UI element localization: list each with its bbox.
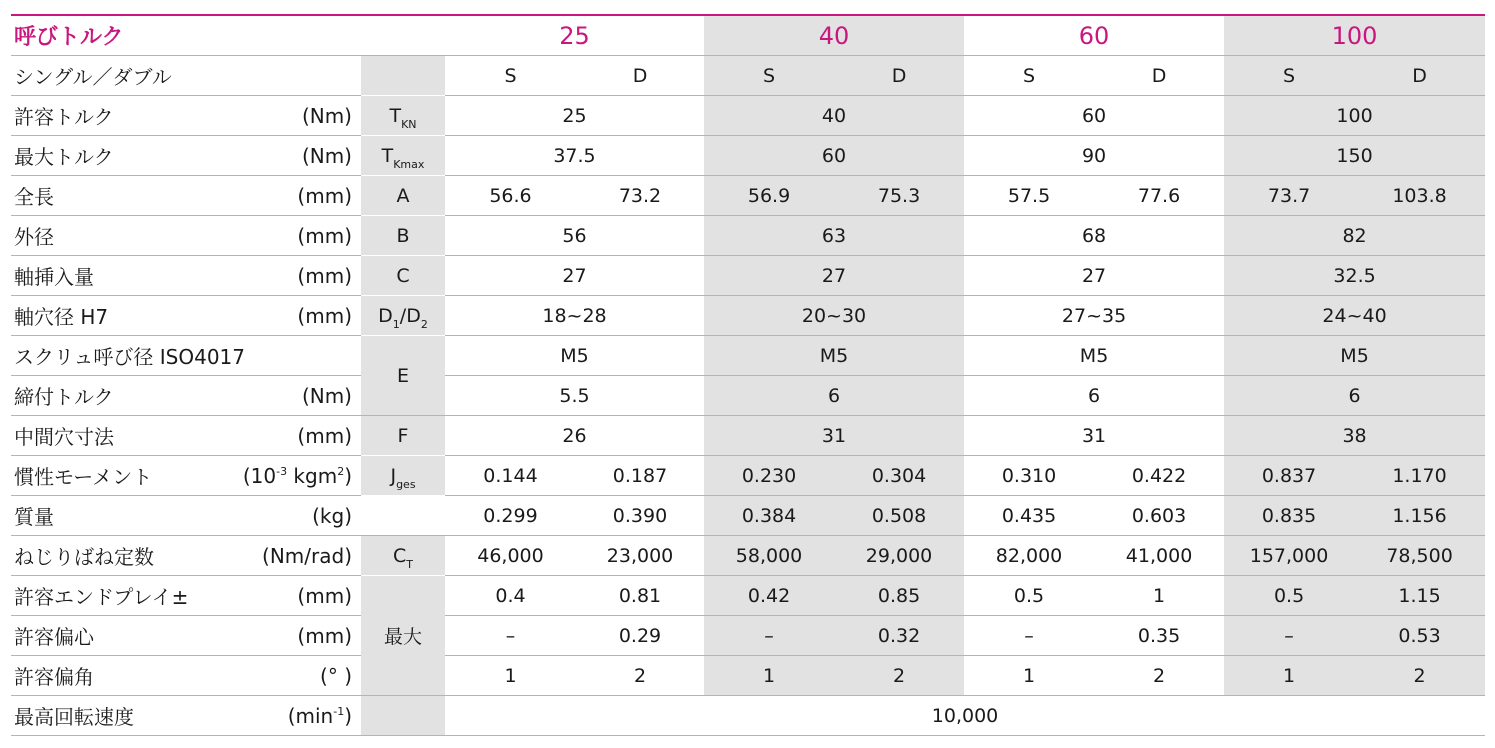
value-cell: 0.310	[964, 456, 1094, 496]
row-unit: (mm)	[241, 256, 361, 296]
unit-part: (min	[287, 703, 334, 728]
row-label: 質量	[11, 496, 241, 536]
row-label: 全長	[11, 176, 241, 216]
size-header-25: 25	[445, 15, 704, 56]
value-cell: 37.5	[445, 136, 704, 176]
value-cell: M5	[1224, 336, 1485, 376]
tightening-torque-row	[11, 376, 1485, 416]
overall-length-row	[11, 176, 1485, 216]
value-cell: 1	[445, 656, 576, 696]
value-cell: 27	[704, 256, 964, 296]
row-label: 最高回転速度	[11, 696, 241, 736]
value-cell: 0.422	[1094, 456, 1224, 496]
value-cell: 6	[1224, 376, 1485, 416]
symbol-main: J	[390, 464, 397, 487]
row-label: 許容エンドプレイ±	[11, 576, 241, 616]
value-cell: 1.170	[1354, 456, 1485, 496]
bore-diameter-row	[11, 296, 1485, 336]
value-cell: 1.156	[1354, 496, 1485, 536]
value-cell: 1	[1224, 656, 1354, 696]
value-cell: 1	[704, 656, 834, 696]
row-label: 慣性モーメント	[11, 456, 241, 496]
value-cell: 0.304	[834, 456, 964, 496]
row-symbol	[361, 96, 445, 136]
value-cell: 103.8	[1354, 176, 1485, 216]
value-cell: S	[964, 56, 1094, 96]
symbol-subscript: KN	[401, 117, 417, 131]
value-cell: 20~30	[704, 296, 964, 336]
value-cell: 73.2	[576, 176, 704, 216]
value-cell: 0.390	[576, 496, 704, 536]
value-cell: 0.603	[1094, 496, 1224, 536]
row-label: 許容トルク	[11, 96, 241, 136]
value-cell: 46,000	[445, 536, 576, 576]
row-unit: (° )	[241, 656, 361, 696]
inertia-row	[11, 456, 1485, 496]
value-cell: –	[704, 616, 834, 656]
value-cell: 56.6	[445, 176, 576, 216]
value-cell: 0.187	[576, 456, 704, 496]
unit-superscript: 2	[337, 464, 345, 478]
row-label: 締付トルク	[11, 376, 241, 416]
row-label: スクリュ呼び径 ISO4017	[11, 336, 361, 376]
row-label: 許容偏心	[11, 616, 241, 656]
value-cell: 6	[704, 376, 964, 416]
value-cell: 2	[576, 656, 704, 696]
value-cell: D	[1094, 56, 1224, 96]
value-cell: 40	[704, 96, 964, 136]
value-cell: 63	[704, 216, 964, 256]
row-symbol	[361, 696, 445, 736]
value-cell: 150	[1224, 136, 1485, 176]
value-cell: 82,000	[964, 536, 1094, 576]
value-cell: 0.435	[964, 496, 1094, 536]
value-cell: 56.9	[704, 176, 834, 216]
row-symbol	[361, 496, 445, 536]
row-label: 中間穴寸法	[11, 416, 241, 456]
value-cell: M5	[704, 336, 964, 376]
size-header-100: 100	[1224, 15, 1485, 56]
value-cell: D	[576, 56, 704, 96]
symbol-subscript: 1	[392, 317, 400, 331]
row-unit: (mm)	[241, 216, 361, 256]
value-cell: 73.7	[1224, 176, 1354, 216]
shaft-insertion-row	[11, 256, 1485, 296]
center-hole-row	[11, 416, 1485, 456]
value-cell: 0.508	[834, 496, 964, 536]
value-cell: M5	[445, 336, 704, 376]
row-symbol	[361, 136, 445, 176]
value-cell: 1	[1094, 576, 1224, 616]
value-cell: 0.81	[576, 576, 704, 616]
angular-offset-row	[11, 656, 1485, 696]
table-title: 呼びトルク	[11, 15, 361, 56]
value-cell: 29,000	[834, 536, 964, 576]
value-cell: 38	[1224, 416, 1485, 456]
row-unit	[241, 696, 361, 736]
unit-part: (10	[242, 463, 277, 488]
row-unit: (mm)	[241, 616, 361, 656]
row-symbol: F	[361, 416, 445, 456]
size-header-40: 40	[704, 15, 964, 56]
value-cell: 75.3	[834, 176, 964, 216]
value-cell: 24~40	[1224, 296, 1485, 336]
value-cell: 58,000	[704, 536, 834, 576]
value-cell: 41,000	[1094, 536, 1224, 576]
value-cell: 100	[1224, 96, 1485, 136]
value-cell: S	[445, 56, 576, 96]
header-row	[11, 15, 1485, 56]
value-cell: 0.5	[1224, 576, 1354, 616]
value-cell: 0.32	[834, 616, 964, 656]
row-symbol: E	[361, 336, 445, 416]
value-cell: –	[445, 616, 576, 656]
value-cell: 18~28	[445, 296, 704, 336]
value-cell: 0.384	[704, 496, 834, 536]
symbol-subscript: T	[406, 557, 413, 571]
symbol-main: T	[389, 104, 402, 127]
symbol-separator: /D	[399, 304, 421, 327]
unit-part: )	[344, 463, 352, 488]
value-cell: D	[1354, 56, 1485, 96]
value-cell: 0.230	[704, 456, 834, 496]
value-cell: 25	[445, 96, 704, 136]
row-unit: (Nm)	[241, 136, 361, 176]
value-cell: 0.85	[834, 576, 964, 616]
row-label: 軸穴径 H7	[11, 296, 241, 336]
value-cell: 27~35	[964, 296, 1224, 336]
symbol-header-blank	[361, 15, 445, 56]
value-cell: 57.5	[964, 176, 1094, 216]
value-cell: 68	[964, 216, 1224, 256]
row-unit: (Nm/rad)	[241, 536, 361, 576]
value-cell: 1	[964, 656, 1094, 696]
symbol-main: T	[381, 144, 394, 167]
permissible-torque-row	[11, 96, 1485, 136]
row-label: 許容偏角	[11, 656, 241, 696]
value-cell: 0.835	[1224, 496, 1354, 536]
value-cell: 6	[964, 376, 1224, 416]
max-torque-row	[11, 136, 1485, 176]
row-symbol	[361, 536, 445, 576]
row-symbol: A	[361, 176, 445, 216]
value-cell: 27	[964, 256, 1224, 296]
torsional-stiffness-row	[11, 536, 1485, 576]
value-cell: 31	[704, 416, 964, 456]
row-unit: (mm)	[241, 416, 361, 456]
value-cell: –	[1224, 616, 1354, 656]
value-cell: 2	[834, 656, 964, 696]
row-symbol	[361, 56, 445, 96]
row-unit	[241, 456, 361, 496]
row-symbol	[361, 456, 445, 496]
value-cell: D	[834, 56, 964, 96]
value-cell: 31	[964, 416, 1224, 456]
value-cell: 26	[445, 416, 704, 456]
value-cell: 0.35	[1094, 616, 1224, 656]
value-cell: 2	[1094, 656, 1224, 696]
row-label: ねじりばね定数	[11, 536, 241, 576]
value-cell: 60	[964, 96, 1224, 136]
value-cell: 82	[1224, 216, 1485, 256]
size-header-60: 60	[964, 15, 1224, 56]
value-cell: 5.5	[445, 376, 704, 416]
value-cell: 0.53	[1354, 616, 1485, 656]
row-unit: (mm)	[241, 576, 361, 616]
screw-size-row	[11, 336, 1485, 376]
row-unit: (kg)	[241, 496, 361, 536]
symbol-subscript: Kmax	[393, 157, 425, 171]
row-label: シングル／ダブル	[11, 56, 361, 96]
spec-table	[11, 14, 1485, 736]
value-cell: –	[964, 616, 1094, 656]
row-unit: (Nm)	[241, 96, 361, 136]
value-cell: 90	[964, 136, 1224, 176]
value-cell: S	[704, 56, 834, 96]
value-cell: 0.4	[445, 576, 576, 616]
row-symbol: B	[361, 216, 445, 256]
version-row	[11, 56, 1485, 96]
mass-row	[11, 496, 1485, 536]
value-cell: 23,000	[576, 536, 704, 576]
row-symbol	[361, 296, 445, 336]
value-cell: 0.5	[964, 576, 1094, 616]
value-cell: 0.29	[576, 616, 704, 656]
value-cell: 0.144	[445, 456, 576, 496]
unit-part: kgm	[287, 463, 338, 488]
value-cell: 27	[445, 256, 704, 296]
row-symbol: 最大	[361, 576, 445, 696]
unit-superscript: -3	[276, 464, 288, 478]
symbol-main: D	[378, 304, 393, 327]
value-cell: 1.15	[1354, 576, 1485, 616]
radial-offset-row	[11, 616, 1485, 656]
value-cell: 60	[704, 136, 964, 176]
value-cell: 0.837	[1224, 456, 1354, 496]
value-cell: 77.6	[1094, 176, 1224, 216]
value-cell: 0.42	[704, 576, 834, 616]
value-cell: 32.5	[1224, 256, 1485, 296]
value-cell: 10,000	[445, 696, 1485, 736]
row-symbol: C	[361, 256, 445, 296]
row-label: 外径	[11, 216, 241, 256]
value-cell: M5	[964, 336, 1224, 376]
value-cell: S	[1224, 56, 1354, 96]
row-unit: (mm)	[241, 296, 361, 336]
symbol-main: C	[392, 544, 407, 567]
value-cell: 78,500	[1354, 536, 1485, 576]
row-label: 軸挿入量	[11, 256, 241, 296]
symbol-subscript: 2	[420, 317, 428, 331]
row-label: 最大トルク	[11, 136, 241, 176]
outer-diameter-row	[11, 216, 1485, 256]
unit-part: )	[344, 703, 352, 728]
axial-play-row	[11, 576, 1485, 616]
row-unit: (Nm)	[241, 376, 361, 416]
value-cell: 2	[1354, 656, 1485, 696]
value-cell: 56	[445, 216, 704, 256]
value-cell: 157,000	[1224, 536, 1354, 576]
row-unit: (mm)	[241, 176, 361, 216]
max-speed-row	[11, 696, 1485, 736]
unit-superscript: -1	[333, 704, 345, 718]
value-cell: 0.299	[445, 496, 576, 536]
symbol-subscript: ges	[396, 477, 416, 491]
